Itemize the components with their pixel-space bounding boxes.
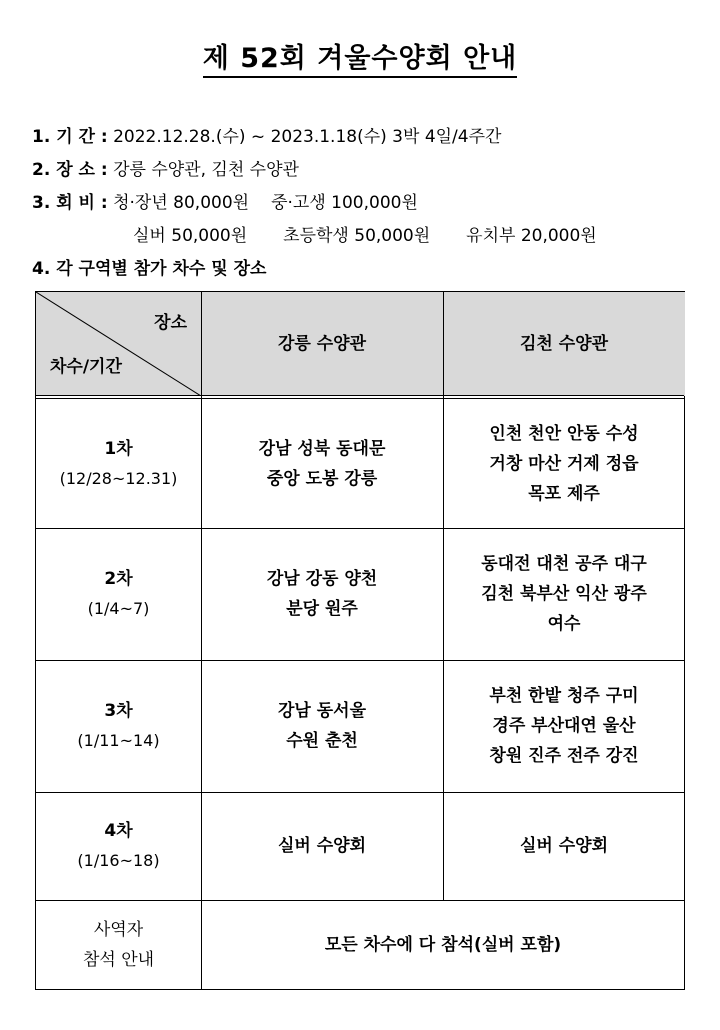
gangneung-1: 강남 성북 동대문 중앙 도봉 강릉 — [258, 439, 386, 489]
session-3: 3차 (1/11~14) — [77, 701, 160, 750]
schedule-table — [35, 291, 685, 990]
row-line — [36, 528, 684, 529]
info-period: 1. 기 간 : 2022.12.28.(수) ~ 2023.1.18(수) 3박 4일/4주간 — [32, 127, 502, 147]
session-2: 2차 (1/4~7) — [87, 569, 150, 618]
col-line — [201, 292, 202, 990]
staff-label: 사역자 참석 안내 — [82, 920, 155, 970]
corner-cell: 장소 차수/기간 — [36, 292, 201, 396]
info-fee: 3. 회 비 : 청·장년 80,000원 중·고생 100,000원 — [32, 193, 418, 213]
gimcheon-3: 부천 한밭 청주 구미 경주 부산대연 울산 창원 진주 전주 강진 — [489, 686, 639, 766]
row-line — [36, 900, 684, 901]
staff-value: 모든 차수에 다 참석(실버 포함) — [324, 935, 562, 955]
row-line — [36, 792, 684, 793]
header-gimcheon: 김천 수양관 — [443, 292, 685, 396]
info-fee-2: 실버 50,000원 초등학생 50,000원 유치부 20,000원 — [133, 226, 597, 246]
gangneung-4: 실버 수양회 — [277, 836, 367, 856]
header-gangneung: 강릉 수양관 — [201, 292, 443, 396]
gimcheon-4: 실버 수양회 — [519, 836, 609, 856]
info-place: 2. 장 소 : 강릉 수양관, 김천 수양관 — [32, 160, 299, 180]
row-line — [36, 660, 684, 661]
gangneung-3: 강남 동서울 수원 춘천 — [277, 701, 367, 751]
header-double-line — [36, 395, 684, 399]
col-line — [443, 292, 444, 900]
gimcheon-2: 동대전 대천 공주 대구 김천 북부산 익산 광주 여수 — [481, 554, 647, 634]
session-1: 1차 (12/28~12.31) — [59, 439, 178, 488]
gimcheon-1: 인천 천안 안동 수성 거창 마산 거제 정읍 목포 제주 — [489, 424, 639, 504]
gangneung-2: 강남 강동 양천 분당 원주 — [266, 569, 378, 619]
page-title: 제 52회 겨울수양회 안내 — [0, 36, 720, 75]
info-section4: 4. 각 구역별 참가 차수 및 장소 — [32, 259, 267, 279]
session-4: 4차 (1/16~18) — [77, 821, 160, 870]
